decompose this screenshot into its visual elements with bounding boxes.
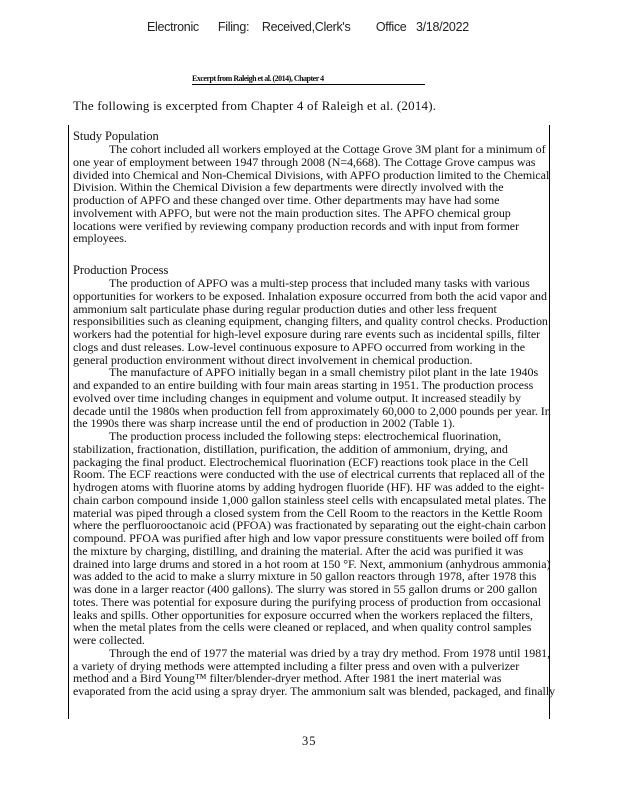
text-line: employees. xyxy=(73,231,127,246)
text-line: evaporated from the acid using a spray dryer. The ammonium salt was blended, packaged, and finally xyxy=(73,684,556,698)
page-number: 35 xyxy=(302,734,317,748)
paragraph xyxy=(73,430,555,647)
text-line: The production process included the following steps: electrochemical fluorination, xyxy=(109,429,502,443)
text-line: drained into large drums and stored in a hot room at 150 °F. Next, ammonium (anhydrous ammonia) xyxy=(73,556,551,571)
paragraph xyxy=(73,143,549,245)
text-line: one year of employment between 1947 through 2008 (N=4,668). The Cottage Grove campus was xyxy=(73,154,536,169)
paragraph xyxy=(73,277,555,366)
text-line: Division. Within the Chemical Division a few departments were directly involved with the xyxy=(73,180,504,195)
text-line: decade until the 1980s when production fell from approximately 60,000 to 2,000 pounds per year. In xyxy=(73,403,551,418)
text-line: general production environment without direct involvement in chemical production. xyxy=(73,352,473,367)
text-line: and expanded to an entire building with four main areas starting in 1951. The production process xyxy=(73,378,534,392)
text-line: opportunities for workers to be exposed. Inhalation exposure occurred from both the acid vapor and xyxy=(73,288,547,303)
text-line: totes. There was potential for exposure during the purifying process of production from occasional xyxy=(73,594,542,609)
filing-stamp-header: Electronic Filing: Received,Clerk's Office 3/18/2022 xyxy=(147,20,469,34)
text-line: material was piped through a closed system from the Cell Room to the reactors in the Kettle Room xyxy=(73,505,543,520)
section-study-population xyxy=(73,129,549,245)
text-line: leaks and spills. Other opportunities for exposure occurred when the workers replaced the filters, xyxy=(73,607,533,622)
text-line: The cohort included all workers employed at the Cottage Grove 3M plant for a minimum of xyxy=(109,142,546,156)
text-line: divided into Chemical and Non-Chemical Divisions, with APFO production limited to the Chemical xyxy=(73,167,550,182)
text-line: involvement with APFO, but were not the main production sites. The APFO chemical group xyxy=(73,205,511,220)
text-line: a variety of drying methods were attempted including a filter press and oven with a pulverizer xyxy=(73,658,520,673)
text-line: was done in a larger reactor (400 gallons). The slurry was stored in 55 gallon drums or 200 gallon xyxy=(73,582,538,596)
text-line: were collected. xyxy=(73,633,145,647)
text-line: Through the end of 1977 the material was dried by a tray dry method. From 1978 until 1981, xyxy=(109,645,551,660)
text-line: locations were verified by reviewing company production records and with input from former xyxy=(73,218,520,233)
text-line: The manufacture of APFO initially began in a small chemistry pilot plant in the late 1940s xyxy=(109,365,539,380)
text-line: The production of APFO was a multi-step process that included many tasks with various xyxy=(109,276,530,290)
section-production-process xyxy=(73,263,555,698)
text-line: evolved over time including changes in equipment and volume output. It increased steadily by xyxy=(73,390,521,405)
excerpt-running-header: Excerpt from Raleigh et al. (2014), Chapter 4 xyxy=(192,74,425,85)
text-line: production of APFO and these changed over time. Other departments may have had some xyxy=(73,193,500,207)
text-line: Room. The ECF reactions were conducted with the use of electrical currents that replaced all of the xyxy=(73,467,545,482)
text-line: the 1990s there was sharp increase until the end of production in 2002 (Table 1). xyxy=(73,416,456,431)
section-heading: Production Process xyxy=(73,263,169,277)
text-line: stabilization, fractionation, distillation, purification, the addition of ammonium, drying, and xyxy=(73,441,508,456)
text-line: clogs and dust releases. Low-level continuous exposure to APFO occurred from working in the xyxy=(73,339,526,354)
paragraph xyxy=(73,647,555,698)
intro-sentence: The following is excerpted from Chapter 4 of Raleigh et al. (2014). xyxy=(73,98,437,113)
text-line: compound. PFOA was purified after high and low vapor pressure constituents were boiled off from xyxy=(73,531,545,545)
left-margin-rule xyxy=(68,125,69,719)
text-line: responsibilities such as cleaning equipment, changing filters, and quality control checks. Production xyxy=(73,314,548,329)
text-line: method and a Bird Young™ filter/blender-dryer method. After 1981 the inert material was xyxy=(73,671,502,686)
text-line: hydrogen atoms with fluorine atoms by adding hydrogen fluoride (HF). HF was added to the eight- xyxy=(73,480,545,494)
section-heading: Study Population xyxy=(73,129,159,143)
text-line: workers had the potential for high-level exposure during rare events such as incidental spills, filter xyxy=(73,327,541,341)
text-line: the mixture by charging, distilling, and draining the material. After the acid was purified it was xyxy=(73,543,524,558)
text-line: chain carbon compound inside 1,000 gallon stainless steel cells with encapsulated metal plates. The xyxy=(73,492,547,507)
text-line: when the metal plates from the cells were cleaned or replaced, and when quality control samples xyxy=(73,620,532,635)
paragraph xyxy=(73,366,555,430)
text-line: where the perfluorooctanoic acid (PFOA) was fractionated by separating out the eight-chain carbon xyxy=(73,518,546,533)
text-line: ammonium salt particulate phase during regular production duties and other less frequent xyxy=(73,301,497,316)
text-line: packaging the final product. Electrochemical fluorination (ECF) reactions took place in the Cell xyxy=(73,454,529,469)
text-line: was added to the acid to make a slurry mixture in 50 gallon reactors through 1978, after 1978 this xyxy=(73,569,537,584)
